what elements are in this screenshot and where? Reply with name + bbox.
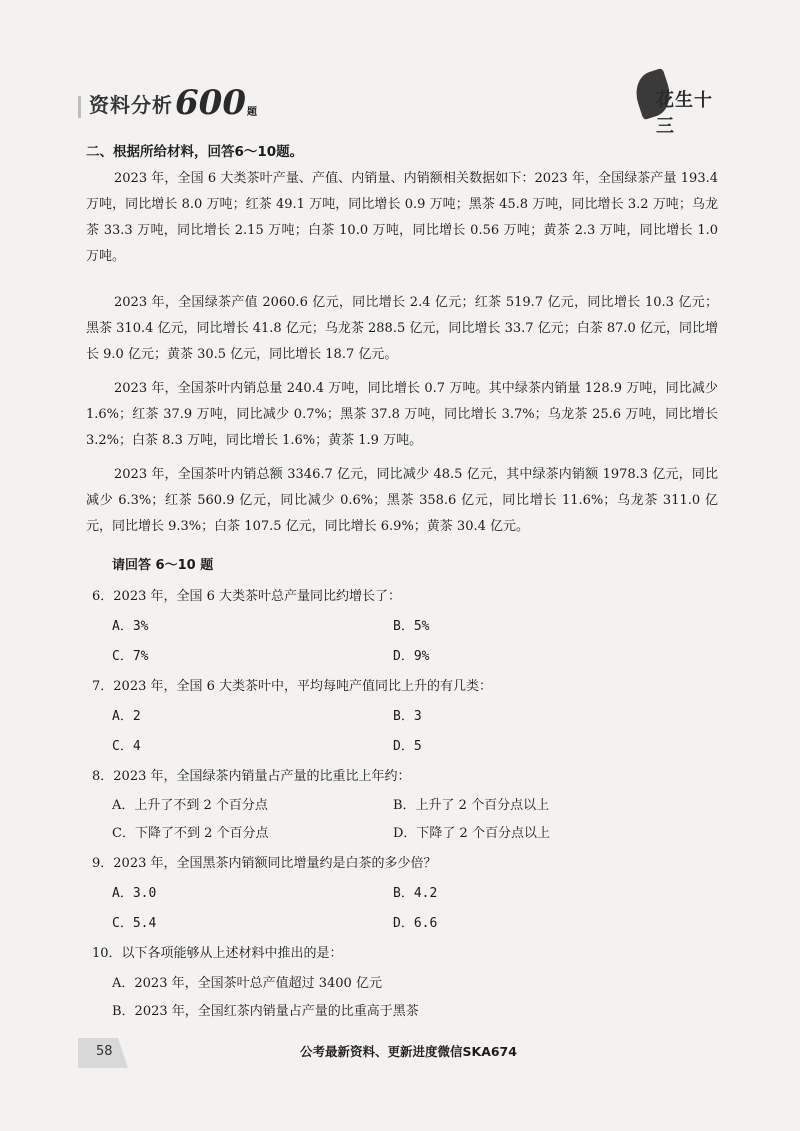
question-7-stem: 7．2023 年，全国 6 大类茶叶中，平均每吨产值同比上升的有几类： [92,679,493,694]
question-8-option-c: C．下降了不到 2 个百分点 [112,826,269,841]
section-title: 二、根据所给材料，回答6～10题。 [86,144,304,160]
question-8-stem: 8．2023 年，全国绿茶内销量占产量的比重比上年约： [92,769,411,784]
question-10-option-b: B．2023 年，全国红茶内销量占产量的比重高于黑茶 [112,1004,419,1019]
paragraph-output-value: 2023 年，全国绿茶产值 2060.6 亿元，同比增长 2.4 亿元；红茶 519.7 亿元，同比增长 10.3 亿元；黑茶 310.4 亿元，同比增长 41.8 亿元；乌龙茶 288.5 亿元，同比增长 33.7 亿元；白茶 87.0 亿元，同比增长 9.0 亿元；黄茶 30.5 亿元，同比增长 18.7 亿元。 [86,295,718,362]
question-9-option-c: C．5.4 [112,916,157,931]
question-7-option-d: D．5 [393,739,422,754]
book-title-suffix: 题 [246,107,257,118]
paragraph-domestic-volume: 2023 年，全国茶叶内销总量 240.4 万吨，同比增长 0.7 万吨。其中绿茶内销量 128.9 万吨，同比减少 1.6%；红茶 37.9 万吨，同比减少 0.7%；黑茶 37.8 万吨，同比增长 3.7%；乌龙茶 25.6 万吨，同比增长 3.2%；白茶 8.3 万吨，同比增长 1.6%；黄茶 1.9 万吨。 [86,381,718,448]
paragraph-domestic-sales: 2023 年，全国茶叶内销总额 3346.7 亿元，同比减少 48.5 亿元，其中绿茶内销额 1978.3 亿元，同比减少 6.3%；红茶 560.9 亿元，同比减少 0.6%；黑茶 358.6 亿元，同比增长 11.6%；乌龙茶 311.0 亿元，同比增长 9.3%；白茶 107.5 亿元，同比增长 6.9%；黄茶 30.4 亿元。 [86,467,718,534]
question-8-option-b: B．上升了 2 个百分点以上 [393,798,550,813]
question-10-option-a: A．2023 年，全国茶叶总产值超过 3400 亿元 [112,976,382,991]
book-title: 资料分析 [89,93,173,117]
question-7-option-b: B．3 [393,709,422,724]
book-title-number: 600 [175,83,246,123]
brand-logo-text: 花生十三 [656,90,713,137]
footer-note: 公考最新资料、更新进度微信SKA674 [300,1044,517,1059]
paragraph-production: 2023 年，全国 6 大类茶叶产量、产值、内销量、内销额相关数据如下：2023 年，全国绿茶产量 193.4 万吨，同比增长 8.0 万吨；红茶 49.1 万吨，同比增长 0.9 万吨；黑茶 45.8 万吨，同比增长 3.2 万吨；乌龙茶 33.3 万吨，同比增长 2.15 万吨；白茶 10.0 万吨，同比增长 0.56 万吨；黄茶 2.3 万吨，同比增长 1.0 万吨。 [86,171,718,264]
question-9-option-a: A．3.0 [112,886,157,901]
question-9-option-d: D．6.6 [393,916,438,931]
header-divider [78,96,81,118]
brand-logo [636,72,726,137]
question-6-option-a: A．3% [112,619,149,634]
question-9-option-b: B．4.2 [393,886,438,901]
question-6-option-c: C．7% [112,649,149,664]
page-number: 58 [96,1044,113,1059]
question-9-stem: 9．2023 年，全国黑茶内销额同比增量约是白茶的多少倍？ [92,856,437,871]
question-6-option-b: B．5% [393,619,430,634]
question-7-option-a: A．2 [112,709,141,724]
questions-prompt: 请回答 6～10 题 [112,558,214,573]
question-8-option-a: A．上升了不到 2 个百分点 [112,798,268,813]
question-6-option-d: D．9% [393,649,430,664]
question-10-stem: 10．以下各项能够从上述材料中推出的是： [92,946,343,961]
question-6-stem: 6．2023 年，全国 6 大类茶叶总产量同比约增长了： [92,589,402,604]
question-8-option-d: D．下降了 2 个百分点以上 [393,826,550,841]
book-header [78,83,257,123]
question-7-option-c: C．4 [112,739,141,754]
